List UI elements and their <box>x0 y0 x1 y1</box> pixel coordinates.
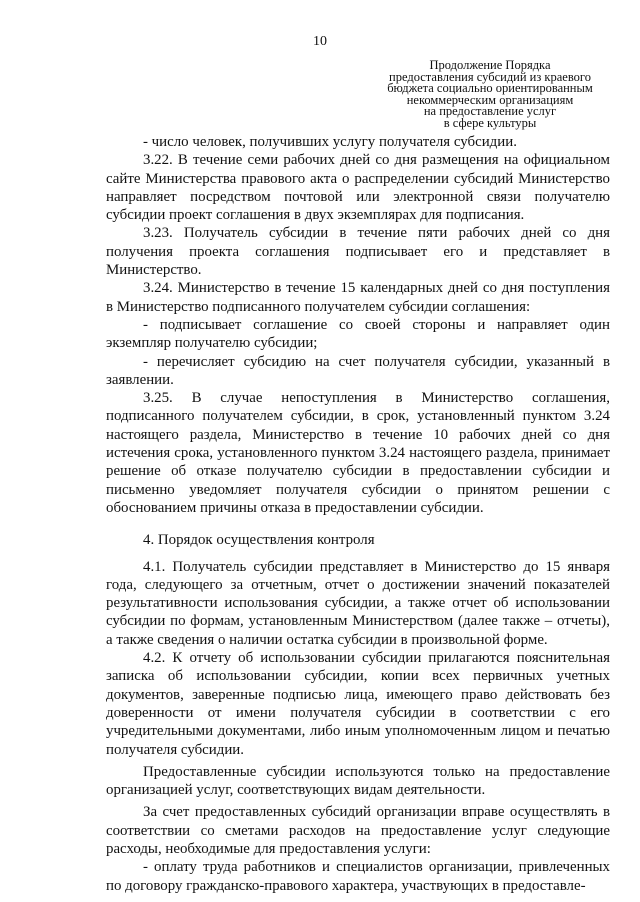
paragraph: За счет предоставленных субсидий организации вправе осуществлять в соответствии со сметами расходов на предоставление услуг следующие расходы, необходимые для предоставления услуги: <box>106 804 610 857</box>
header-line: Продолжение Порядка <box>429 58 551 72</box>
paragraph: Предоставленные субсидии используются только на предоставление организацией услуг, соответствующих видам деятельности. <box>106 763 610 799</box>
paragraph: - подписывает соглашение со своей стороны и направляет один экземпляр получателю субсидии; <box>106 316 610 352</box>
header-line: некоммерческим организациям <box>406 92 574 107</box>
paragraph: 3.24. Министерство в течение 15 календарных дней со дня поступления в Министерство подписанного получателем субсидии соглашения: <box>106 280 610 315</box>
paragraph: 4.1. Получатель субсидии представляет в Министерство до 15 января года, следующего за отчетным, отчет о достижении значений показателей результативности использования субсидии, а также отчет об использовании субсидии по формам, установленным Министерством (далее также – отчеты), а также сведения о наличии остатка субсидии в произвольной форме. <box>106 558 610 648</box>
paragraph: - оплату труда работников и специалистов организации, привлеченных по договору гражданско-правового характера, участвующих в предоставле- <box>106 859 610 894</box>
paragraph: - число человек, получивших услугу получателя субсидии. <box>143 134 517 150</box>
header-line: на предоставление услуг <box>423 104 557 119</box>
section-title: 4. Порядок осуществления контроля <box>143 532 375 549</box>
header-line: предоставления субсидий из краевого <box>389 69 591 84</box>
continuation-header <box>380 60 600 130</box>
page-number: 10 <box>313 34 327 49</box>
document-body <box>106 133 610 895</box>
header-line: в сфере культуры <box>443 115 537 130</box>
header-line: бюджета социально ориентированным <box>387 81 593 96</box>
paragraph: 3.25. В случае непоступления в Министерство соглашения, подписанного получателем субсидии, в срок, установленный пунктом 3.24 настоящего раздела, Министерство в течение 10 рабочих дней со дня истечения срока, установленного пунктом 3.24 настоящего раздела, принимает решение об отказе получателю субсидии в предоставлении субсидии и письменно уведомляет получателя субсидии о принятом решении с обоснованием причины отказа в предоставлении субсидии. <box>106 390 610 516</box>
paragraph: - перечисляет субсидию на счет получателя субсидии, указанный в заявлении. <box>106 353 610 388</box>
paragraph: 4.2. К отчету об использовании субсидии прилагаются пояснительная записка об использовании субсидии, копии всех первичных учетных документов, заверенные подписью лица, имеющего право действовать без доверенности от имени получателя субсидии в соответствии с его учредительными документами, либо иным уполномоченным лицом и печатью получателя субсидии. <box>106 650 610 758</box>
paragraph: 3.23. Получатель субсидии в течение пяти рабочих дней со дня получения проекта соглашения подписывает его и представляет в Министерство. <box>106 225 610 279</box>
paragraph: 3.22. В течение семи рабочих дней со дня размещения на официальном сайте Министерства правового акта о распределении субсидий Министерство направляет посредством почтовой или электронной связи получателю субсидии проект соглашения в двух экземплярах для подписания. <box>106 152 610 224</box>
